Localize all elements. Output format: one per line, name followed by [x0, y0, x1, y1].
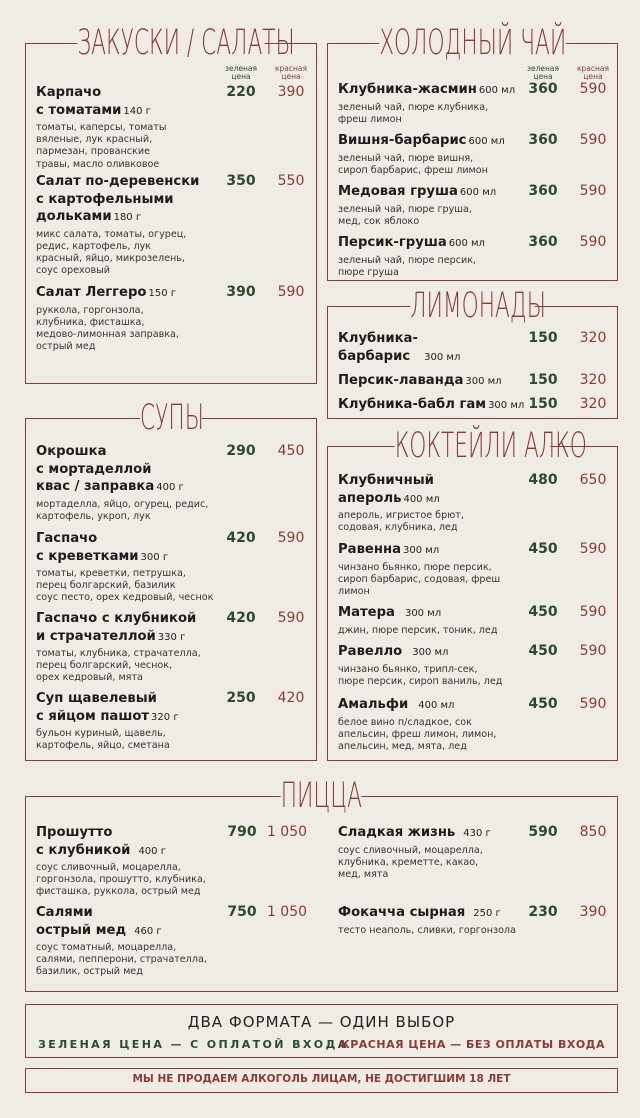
price-green: 450: [528, 696, 558, 712]
item-name: Матера: [338, 605, 395, 620]
price-green: 450: [528, 643, 558, 659]
item-desc: мед, мята: [338, 868, 389, 880]
item-desc: медово-лимонная заправка,: [36, 328, 179, 340]
item-desc: пармезан, прованские: [36, 146, 150, 158]
item-desc: зеленый чай, пюре вишня,: [338, 152, 474, 164]
item-weight: 180 г: [113, 212, 142, 223]
item-desc: фисташка, руккола, острый мед: [36, 886, 201, 898]
price-red: 1 050: [266, 824, 308, 840]
item-weight: 600 мл: [468, 136, 505, 147]
item-desc: томаты, клубника, страчателла,: [36, 648, 201, 659]
item-name: квас / заправка: [36, 479, 155, 494]
col-header-red: красная цена: [576, 64, 610, 81]
item-desc: картофель, укроп, лук: [36, 510, 151, 522]
item-desc: соус сливочный, моцарелла,: [338, 844, 483, 856]
price-red: 550: [277, 173, 305, 189]
item-desc: апельсин, мед, мята, лед: [338, 740, 467, 752]
price-green: 450: [528, 541, 558, 557]
price-red: 590: [579, 234, 607, 250]
menu-item: [338, 904, 538, 937]
item-weight: 600 мл: [478, 85, 516, 96]
item-name: Вишня-барбарис: [338, 133, 467, 148]
price-green: 350: [226, 173, 256, 189]
item-desc: мед, сок яблоко: [338, 215, 420, 227]
item-desc: соус песто, орех кедровый, чеснок: [36, 592, 214, 604]
menu-item: [36, 173, 216, 277]
section-title-chai: ХОЛОДНЫЙ ЧАЙ: [379, 23, 567, 63]
item-desc: чинзано бьянко, пюре персик,: [338, 561, 492, 573]
price-red: 590: [579, 132, 607, 148]
item-name: Амальфи: [338, 697, 409, 712]
item-weight: 400 г: [156, 482, 184, 493]
item-name: Равенна: [338, 542, 401, 557]
menu-item: [36, 904, 236, 979]
price-green: 360: [528, 81, 558, 97]
green-price-note: ЗЕЛЕНАЯ ЦЕНА — С ОПЛАТОЙ ВХОДА: [38, 1038, 349, 1051]
price-green: 230: [528, 904, 558, 920]
price-green: 290: [226, 443, 256, 459]
price-red: 590: [579, 604, 607, 620]
price-green: 790: [227, 824, 257, 840]
menu-item: [338, 372, 528, 391]
price-red: 590: [277, 284, 305, 300]
col-header-green: зеленая цена: [526, 64, 560, 81]
price-green: 450: [528, 604, 558, 620]
item-weight: 300 мл: [404, 608, 442, 619]
menu-item: [36, 824, 236, 899]
item-desc: соус томатный, моцарелла,: [36, 942, 177, 953]
item-desc: апельсин, фреш лимон, лимон,: [338, 728, 497, 740]
item-desc: чинзано бьянко, трипл-сек,: [338, 663, 478, 675]
item-desc: фреш лимон: [338, 113, 402, 125]
item-name: барбарис: [338, 348, 411, 364]
price-red: 390: [277, 84, 305, 100]
item-desc: красный, яйцо, микрозелень,: [36, 252, 185, 264]
item-name: Прошутто: [36, 825, 113, 840]
item-desc: зеленый чай, пюре клубника,: [338, 101, 489, 113]
item-weight: 250 г: [473, 908, 501, 919]
item-desc: руккола, горгонзола,: [36, 304, 144, 316]
item-name: с креветками: [36, 548, 139, 564]
price-red: 1 050: [266, 904, 308, 920]
menu-item: [338, 824, 538, 881]
item-name: Сладкая жизнь: [338, 825, 456, 840]
item-weight: 300 мл: [488, 400, 525, 411]
price-red: 590: [579, 81, 607, 97]
item-desc: перец болгарский, чеснок,: [36, 660, 173, 672]
price-green: 420: [226, 530, 256, 546]
item-name: с клубникой: [36, 842, 131, 858]
item-name: Салат по-деревенски: [36, 174, 200, 189]
price-red: 420: [277, 690, 305, 706]
price-red: 320: [579, 372, 607, 388]
item-name: Персик-лаванда: [338, 373, 464, 388]
item-name: Клубника-жасмин: [338, 82, 477, 97]
price-green: 360: [528, 234, 558, 250]
item-desc: содовая, клубника, лед: [338, 522, 458, 534]
section-title-pizza: ПИЦЦА: [280, 776, 362, 816]
item-desc: горгонзола, прошутто, клубника,: [36, 874, 206, 886]
item-name: дольками: [36, 209, 112, 224]
menu-item: [36, 690, 226, 752]
item-desc: острый мед: [36, 341, 96, 353]
item-desc: сироп барбарис, содовая, фреш: [338, 573, 501, 585]
item-weight: 600 мл: [459, 187, 497, 198]
item-name: с томатами: [36, 102, 122, 118]
pricing-info-box: [25, 1004, 618, 1058]
price-red: 590: [579, 696, 607, 712]
price-green: 250: [226, 690, 256, 706]
alcohol-warning: МЫ НЕ ПРОДАЕМ АЛКОГОЛЬ ЛИЦАМ, НЕ ДОСТИГШИМ 18 ЛЕТ: [132, 1073, 511, 1085]
price-green: 480: [528, 472, 558, 488]
item-desc: салями, пепперони, страчателла,: [36, 954, 207, 966]
item-name: Салями: [36, 905, 93, 920]
price-green: 150: [528, 396, 558, 412]
menu-item: [338, 643, 528, 688]
item-name: и страчателлой: [36, 628, 156, 644]
item-weight: 330 г: [157, 631, 186, 643]
price-red: 590: [277, 530, 305, 546]
item-desc: томаты, каперсы, томаты: [36, 122, 167, 133]
item-desc: соус ореховый: [36, 265, 111, 277]
item-desc: соус сливочный, моцарелла,: [36, 862, 181, 873]
price-red: 320: [579, 330, 607, 346]
item-desc: клубника, фисташка,: [36, 316, 145, 328]
item-weight: 300 г: [140, 551, 169, 563]
price-red: 650: [579, 472, 607, 488]
menu-item: [36, 610, 226, 685]
price-green: 420: [226, 610, 256, 626]
item-desc: джин, пюре персик, тоник, лед: [338, 624, 498, 636]
pricing-info-title: ДВА ФОРМАТА — ОДИН ВЫБОР: [187, 1013, 456, 1031]
item-weight: 400 мл: [403, 493, 440, 505]
menu-item: [36, 84, 216, 171]
item-desc: пюре груша: [338, 266, 399, 278]
item-name: Равелло: [338, 644, 403, 659]
item-name: с мортаделлой: [36, 461, 152, 477]
item-name: Суп щавелевый: [36, 691, 157, 706]
item-name: острый мед: [36, 922, 127, 938]
section-title-zakuski: ЗАКУСКИ / САЛАТЫ: [77, 23, 295, 63]
col-header-red: красная цена: [274, 64, 308, 81]
item-desc: травы, масло оливковое: [36, 158, 160, 170]
price-green: 750: [227, 904, 257, 920]
item-weight: 140 г: [123, 105, 151, 117]
price-red: 850: [579, 824, 607, 840]
menu-item: [338, 81, 528, 126]
item-name: апероль: [338, 490, 402, 506]
item-desc: перец болгарский, базилик: [36, 580, 176, 592]
menu-item: [338, 132, 528, 177]
price-red: 590: [579, 643, 607, 659]
section-title-kokteyli: КОКТЕЙЛИ АЛКО: [394, 426, 587, 466]
item-desc: редис, картофель, лук: [36, 240, 152, 252]
item-desc: зеленый чай, пюре груша,: [338, 203, 472, 215]
price-red: 450: [277, 443, 305, 459]
alcohol-warning-box: [25, 1068, 618, 1093]
price-green: 390: [226, 284, 256, 300]
menu-item: [36, 443, 226, 523]
section-title-supy: СУПЫ: [140, 398, 204, 438]
menu-item: [338, 604, 528, 637]
item-desc: зеленый чай, пюре персик,: [338, 254, 477, 266]
item-weight: 300 мл: [465, 376, 502, 387]
item-desc: апероль, игристое брют,: [338, 510, 464, 521]
item-desc: клубника, креметте, какао,: [338, 856, 479, 868]
menu-item: [338, 696, 528, 753]
item-desc: картофель, яйцо, сметана: [36, 740, 170, 752]
item-weight: 300 мл: [424, 351, 461, 363]
price-red: 590: [277, 610, 305, 626]
price-red: 590: [579, 183, 607, 199]
item-name: с яйцом пашот: [36, 708, 150, 724]
menu-item: [338, 234, 528, 279]
item-desc: вяленые, лук красный,: [36, 134, 153, 146]
item-name: Медовая груша: [338, 184, 458, 199]
price-red: 590: [579, 541, 607, 557]
item-name: Клубничный: [338, 473, 434, 488]
item-name: Салат Леггеро: [36, 285, 147, 300]
item-desc: томаты, креветки, петрушка,: [36, 568, 186, 579]
price-red: 390: [579, 904, 607, 920]
menu-item: [338, 330, 528, 366]
item-name: Окрошка: [36, 444, 107, 459]
section-title-limonady: ЛИМОНАДЫ: [410, 286, 546, 326]
item-desc: лимон: [338, 585, 370, 597]
price-green: 150: [528, 372, 558, 388]
item-desc: бульон куриный, щавель,: [36, 728, 166, 739]
menu-item: [338, 183, 528, 228]
price-green: 150: [528, 330, 558, 346]
item-desc: сироп барбарис, фреш лимон: [338, 164, 488, 176]
item-weight: 400 г: [138, 845, 166, 857]
menu-item: [36, 530, 246, 605]
price-green: 590: [528, 824, 558, 840]
col-header-green: зеленая цена: [224, 64, 258, 81]
price-green: 360: [528, 132, 558, 148]
item-desc: белое вино п/сладкое, сок: [338, 716, 472, 728]
item-desc: орех кедровый, мята: [36, 672, 143, 684]
item-desc: базилик, острый мед: [36, 966, 143, 978]
item-weight: 150 г: [148, 288, 177, 299]
menu-item: [338, 541, 528, 598]
price-red: 320: [579, 396, 607, 412]
item-desc: микс салата, томаты, огурец,: [36, 228, 187, 240]
item-name: Гаспачо с клубникой: [36, 611, 197, 626]
item-name: Клубника-бабл гам: [338, 397, 487, 412]
item-name: Гаспачо: [36, 531, 98, 546]
item-desc: пюре персик, сироп ваниль, лед: [338, 675, 503, 687]
item-name: Клубника-: [338, 331, 418, 346]
item-weight: 300 мл: [402, 545, 440, 556]
item-desc: тесто неаполь, сливки, горгонзола: [338, 924, 516, 936]
item-weight: 600 мл: [448, 238, 485, 249]
red-price-note: КРАСНАЯ ЦЕНА — БЕЗ ОПЛАТЫ ВХОДА: [340, 1038, 605, 1051]
item-weight: 430 г: [463, 828, 491, 839]
menu-item: [338, 472, 528, 534]
item-name: Карпачо: [36, 85, 102, 100]
menu-item: [36, 284, 216, 353]
item-name: Персик-груша: [338, 235, 447, 250]
menu-item: [338, 396, 528, 415]
item-name: с картофельными: [36, 191, 174, 207]
price-green: 220: [226, 84, 256, 100]
item-weight: 320 г: [151, 711, 179, 723]
item-weight: 400 мл: [418, 700, 455, 711]
item-desc: мортаделла, яйцо, огурец, редис,: [36, 498, 209, 510]
item-name: Фокачча сырная: [338, 905, 466, 920]
price-green: 360: [528, 183, 558, 199]
item-weight: 300 мл: [412, 647, 449, 658]
item-weight: 460 г: [134, 925, 162, 937]
